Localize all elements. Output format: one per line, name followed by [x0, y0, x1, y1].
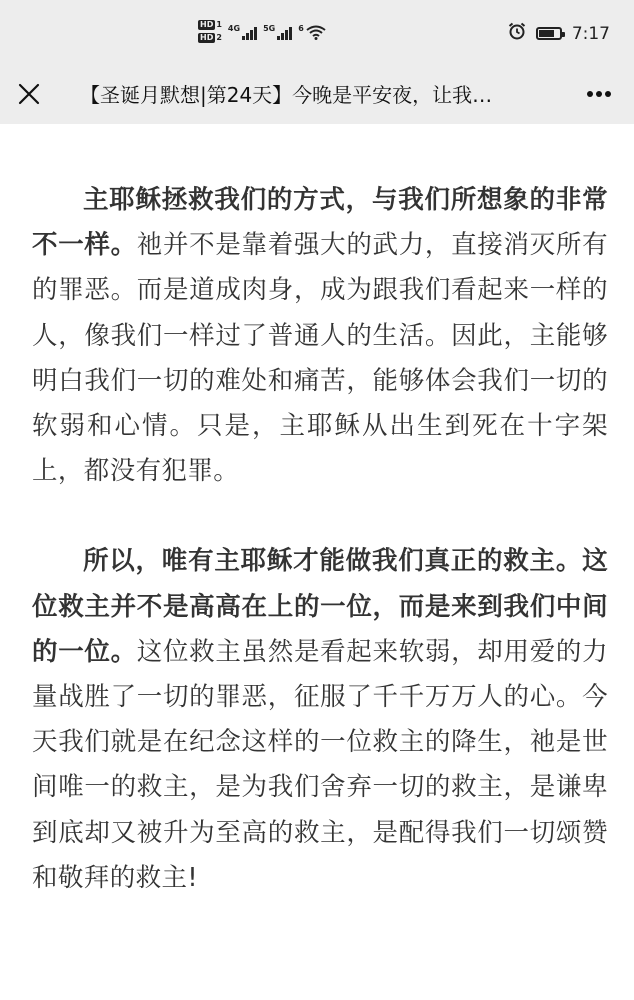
more-button[interactable]: [578, 73, 620, 115]
article-title: 【圣诞月默想|第24天】今晚是平安夜，让我…: [80, 83, 493, 107]
sim2-hd-badge: HD 2: [200, 33, 222, 42]
paragraph-text: 这位救主虽然是看起来软弱，却用爱的力量战胜了一切的罪恶，征服了千千万万人的心。今天我们就是在纪念这样的一位救主的降生，祂是世间唯一的救主，是为我们舍弃一切的救主，是谦卑到底却又被升为至高的救主，是配得我们一切颂赞和敬拜的救主!: [32, 636, 608, 893]
sim1-hd-badge: HD 1: [200, 20, 222, 29]
wifi-label: 6: [298, 23, 304, 33]
article-paragraph: [32, 178, 608, 494]
close-button[interactable]: [8, 73, 50, 115]
network-type-1: 4G: [227, 23, 241, 33]
paragraph-bold-lead: 主耶稣拯救我们的方式，与我们所想象的非常不一样。: [32, 185, 608, 261]
wifi-icon: [298, 24, 326, 40]
network-indicators: [198, 20, 326, 43]
article-paragraph: [32, 539, 608, 901]
sim-badges: [198, 20, 222, 43]
more-icon: [586, 90, 612, 98]
paragraph-bold-lead: 所以，唯有主耶稣才能做我们真正的救主。这位救主并不是高高在上的一位，而是来到我们中间的一位。: [32, 546, 608, 667]
article-body: [32, 178, 608, 901]
battery-fill: [539, 30, 554, 37]
clock: 7:17: [571, 23, 610, 44]
signal-icon: [228, 24, 257, 40]
status-right: [508, 22, 610, 45]
status-bar: [0, 0, 634, 66]
alarm-icon: [508, 22, 526, 45]
close-icon: [18, 83, 40, 105]
navigation-bar: [0, 66, 634, 124]
paragraph-text: 祂并不是靠着强大的武力，直接消灭所有的罪恶。而是道成肉身，成为跟我们看起来一样的人，像我们一样过了普通人的生活。因此，主能够明白我们一切的难处和痛苦，能够体会我们一切的软弱和心情。只是，主耶稣从出生到死在十字架上，都没有犯罪。: [32, 230, 608, 487]
battery-icon: [536, 27, 562, 40]
signal-icon: [263, 24, 292, 40]
network-type-2: 5G: [263, 23, 276, 33]
